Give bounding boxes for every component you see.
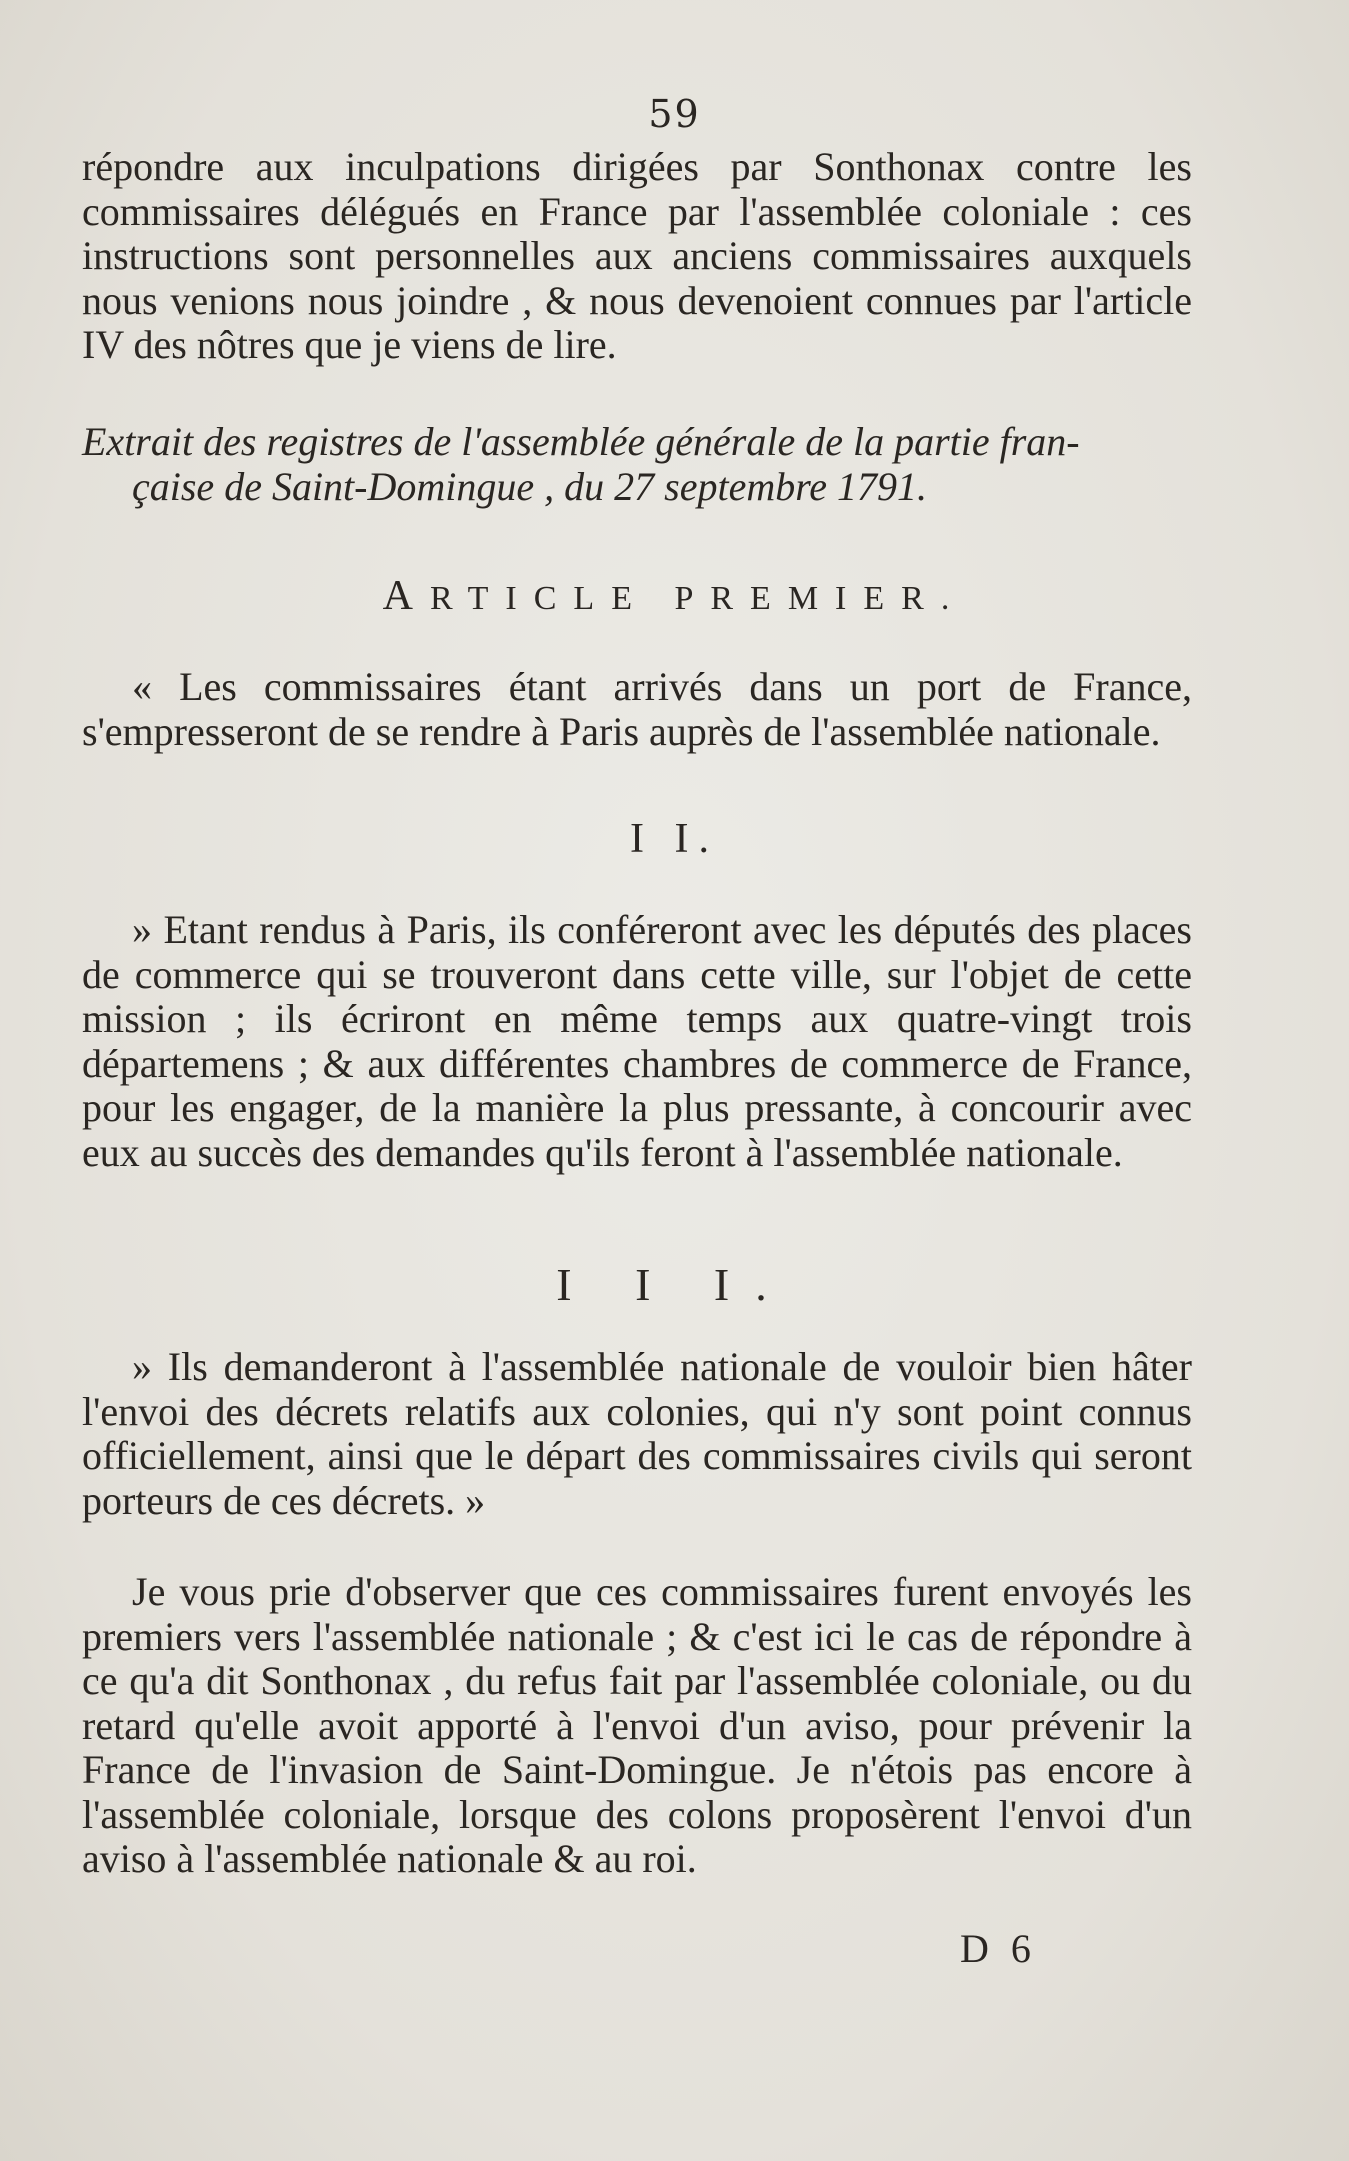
page-number: 59 [648, 92, 701, 136]
article-3-numeral: I I I. [556, 1259, 793, 1310]
intro-paragraph [82, 145, 1192, 368]
article-1 [82, 665, 1192, 754]
caption-line-2: çaise de Saint-Domingue , du 27 septembre 1791. [132, 463, 928, 509]
article-2-numeral: I I. [630, 816, 719, 862]
article-2-text: » Etant rendus à Paris, ils conféreront avec les députés des places de commerce qui se trouveront dans cette ville, sur l'objet de cette mission ; ils écriront en même temps aux quatre-vingt trois départemens ; & aux différentes chambres de commerce de France, pour les engager, de la manière la plus pressante, à concourir avec eux au succès des demandes qu'ils feront à l'assemblée nationale. [82, 907, 1192, 1175]
register-extract-caption [82, 420, 1192, 509]
article-premier-heading [0, 572, 1349, 620]
article-3 [82, 1345, 1192, 1523]
article-2 [82, 908, 1192, 1175]
article-3-text: » Ils demanderont à l'assemblée nationale de vouloir bien hâter l'envoi des décrets relatifs aux colonies, qui n'y sont point connus officiellement, ainsi que le départ des commissaires civils qui seront porteurs de ces décrets. » [82, 1344, 1192, 1523]
intro-text: répondre aux inculpations dirigées par Sonthonax contre les commissaires délégués en France par l'assemblée coloniale : ces instructions sont personnelles aux anciens commissaires auxquels nous venions nous joindre , & nous devenoient connues par l'article IV des nôtres que je viens de lire. [82, 144, 1192, 367]
signature-mark: D 6 [960, 1926, 1037, 1971]
heading-initial: A [382, 573, 431, 619]
closing-paragraph [82, 1570, 1192, 1882]
closing-text: Je vous prie d'observer que ces commissaires furent envoyés les premiers vers l'assemblée nationale ; & c'est ici le cas de répondre à ce qu'a dit Sonthonax , du refus fait par l'assemblée coloniale, ou du retard qu'elle avoit apporté à l'envoi d'un aviso, pour prévenir la France de l'invasion de Saint-Domingue. Je n'étois pas encore à l'assemblée coloniale, lorsque des colons proposèrent l'envoi d'un aviso à l'assemblée nationale & au roi. [82, 1569, 1192, 1881]
caption-line-1: Extrait des registres de l'assemblée générale de la partie fran- [82, 419, 1080, 464]
article-1-text: « Les commissaires étant arrivés dans un port de France, s'empresseront de se rendre à Paris auprès de l'assemblée nationale. [82, 664, 1192, 754]
heading-rest: RTICLE PREMIER. [430, 580, 967, 617]
